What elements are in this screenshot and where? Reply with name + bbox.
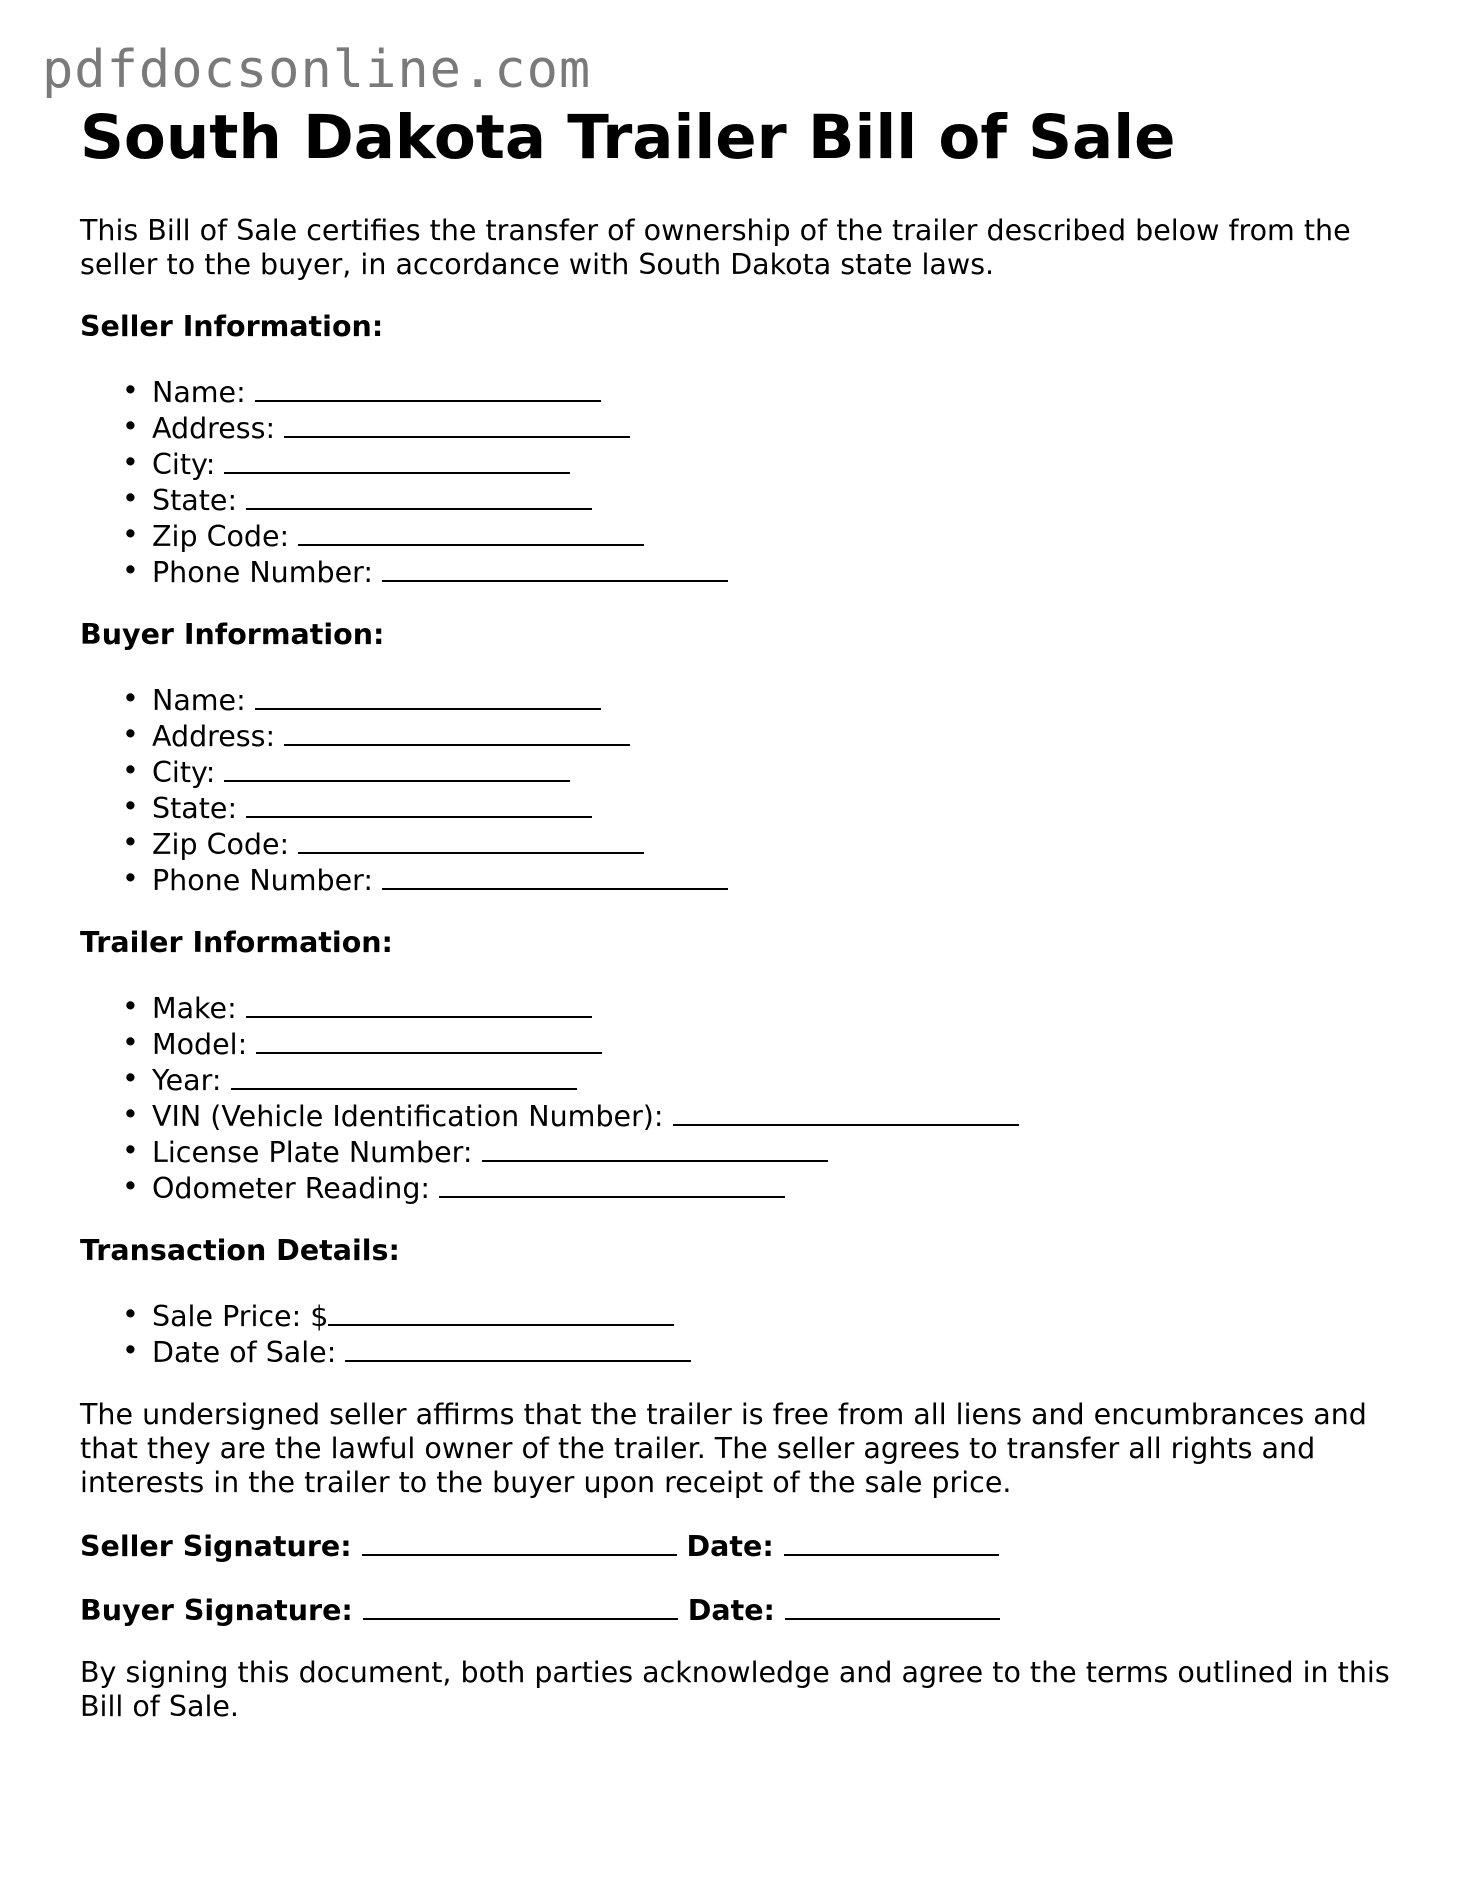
list-item: • Address:	[152, 410, 1390, 446]
trailer-make-blank[interactable]	[246, 990, 592, 1018]
watermark-text: pdfdocsonline.com	[42, 40, 592, 100]
seller-affirmation-paragraph: The undersigned seller affirms that the trailer is free from all liens and encumbrances and that they are the lawful owner of the trailer. The seller agrees to transfer all rights and interests in the trailer to the buyer upon receipt of the sale price.	[80, 1398, 1367, 1499]
field-label: Zip Code:	[152, 520, 290, 553]
buyer-date-blank[interactable]	[785, 1592, 1000, 1620]
seller-city-blank[interactable]	[224, 446, 570, 474]
document-body	[80, 100, 1390, 1724]
trailer-heading: Trailer Information:	[80, 926, 393, 959]
list-item: • City:	[152, 754, 1390, 790]
seller-signature-label: Seller Signature:	[80, 1530, 352, 1563]
list-item: • Name:	[152, 682, 1390, 718]
list-item: • Make:	[152, 990, 1390, 1026]
buyer-zip-blank[interactable]	[298, 826, 644, 854]
seller-date-label: Date:	[686, 1530, 774, 1563]
field-label: License Plate Number:	[152, 1136, 473, 1169]
list-item: • Phone Number:	[152, 554, 1390, 590]
seller-zip-blank[interactable]	[298, 518, 644, 546]
buyer-heading: Buyer Information:	[80, 618, 385, 651]
field-label: Make:	[152, 992, 237, 1025]
seller-state-blank[interactable]	[246, 482, 592, 510]
intro-paragraph: This Bill of Sale certifies the transfer of ownership of the trailer described below from the seller to the buyer, in accordance with South Dakota state laws.	[80, 214, 1351, 281]
field-label: Date of Sale:	[152, 1336, 337, 1369]
field-label: VIN (Vehicle Identification Number):	[152, 1100, 664, 1133]
field-label: Name:	[152, 376, 246, 409]
list-item: • Sale Price: $	[152, 1298, 1390, 1334]
seller-phone-blank[interactable]	[382, 554, 728, 582]
list-item: • Odometer Reading:	[152, 1170, 1390, 1206]
buyer-address-blank[interactable]	[284, 718, 630, 746]
list-item: • Phone Number:	[152, 862, 1390, 898]
list-item: • State:	[152, 790, 1390, 826]
field-label: Model:	[152, 1028, 248, 1061]
field-label: Year:	[152, 1064, 222, 1097]
buyer-signature-label: Buyer Signature:	[80, 1594, 353, 1627]
sale-price-blank[interactable]	[328, 1298, 674, 1326]
buyer-date-label: Date:	[687, 1594, 775, 1627]
list-item: • City:	[152, 446, 1390, 482]
seller-address-blank[interactable]	[284, 410, 630, 438]
trailer-plate-blank[interactable]	[482, 1134, 828, 1162]
transaction-heading: Transaction Details:	[80, 1234, 400, 1267]
trailer-year-blank[interactable]	[231, 1062, 577, 1090]
seller-name-blank[interactable]	[255, 374, 601, 402]
seller-fields-list	[80, 374, 1390, 590]
field-label: Odometer Reading:	[152, 1172, 431, 1205]
buyer-name-blank[interactable]	[255, 682, 601, 710]
trailer-fields-list	[80, 990, 1390, 1206]
seller-signature-blank[interactable]	[362, 1528, 677, 1556]
list-item: • State:	[152, 482, 1390, 518]
date-of-sale-blank[interactable]	[345, 1334, 691, 1362]
field-label: Address:	[152, 412, 276, 445]
list-item: • Zip Code:	[152, 518, 1390, 554]
field-label: State:	[152, 792, 238, 825]
transaction-fields-list	[80, 1298, 1390, 1370]
trailer-model-blank[interactable]	[256, 1026, 602, 1054]
list-item: • Model:	[152, 1026, 1390, 1062]
document-title: South Dakota Trailer Bill of Sale	[80, 102, 1176, 173]
list-item: • Date of Sale:	[152, 1334, 1390, 1370]
buyer-signature-blank[interactable]	[363, 1592, 678, 1620]
seller-date-blank[interactable]	[784, 1528, 999, 1556]
field-label: State:	[152, 484, 238, 517]
buyer-signature-line	[80, 1592, 1390, 1628]
field-label: Name:	[152, 684, 246, 717]
list-item: • Year:	[152, 1062, 1390, 1098]
closing-paragraph: By signing this document, both parties acknowledge and agree to the terms outlined in this Bill of Sale.	[80, 1656, 1390, 1723]
list-item: • Address:	[152, 718, 1390, 754]
list-item: • License Plate Number:	[152, 1134, 1390, 1170]
list-item: • VIN (Vehicle Identification Number):	[152, 1098, 1390, 1134]
list-item: • Name:	[152, 374, 1390, 410]
buyer-phone-blank[interactable]	[382, 862, 728, 890]
field-label: Phone Number:	[152, 556, 373, 589]
field-label: City:	[152, 756, 216, 789]
buyer-state-blank[interactable]	[246, 790, 592, 818]
field-label: City:	[152, 448, 216, 481]
seller-signature-line	[80, 1528, 1390, 1564]
list-item: • Zip Code:	[152, 826, 1390, 862]
field-label: Address:	[152, 720, 276, 753]
seller-heading: Seller Information:	[80, 310, 384, 343]
buyer-city-blank[interactable]	[224, 754, 570, 782]
trailer-vin-blank[interactable]	[673, 1098, 1019, 1126]
field-label: Phone Number:	[152, 864, 373, 897]
field-label: Zip Code:	[152, 828, 290, 861]
buyer-fields-list	[80, 682, 1390, 898]
trailer-odometer-blank[interactable]	[439, 1170, 785, 1198]
field-label: Sale Price: $	[152, 1300, 329, 1333]
